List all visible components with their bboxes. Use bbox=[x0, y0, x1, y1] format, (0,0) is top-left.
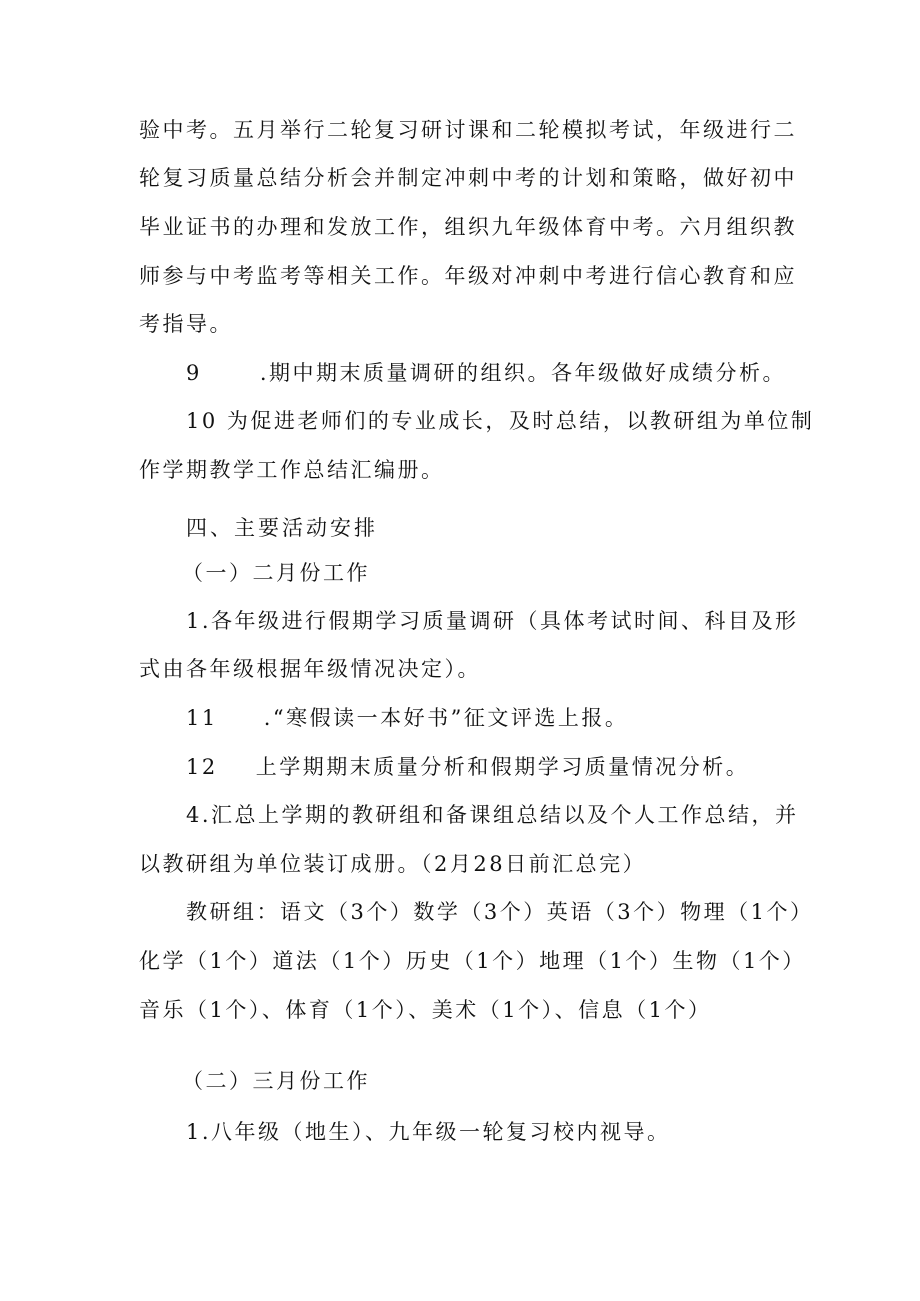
item-number: 12 bbox=[186, 755, 218, 779]
item-text: 上学期期末质量分析和假期学习质量情况分析。 bbox=[255, 755, 750, 779]
paragraph-line: 考指导。 bbox=[139, 312, 233, 336]
subsection-heading: （二）三月份工作 bbox=[182, 1069, 370, 1093]
list-item-1: 1.各年级进行假期学习质量调研（具体考试时间、科目及形 bbox=[186, 609, 799, 633]
paragraph-line: 作学期教学工作总结汇编册。 bbox=[139, 458, 445, 482]
paragraph-line: 毕业证书的办理和发放工作，组织九年级体育中考。六月组织教 bbox=[139, 215, 797, 239]
groups-line: 教研组：语文（3个）数学（3个）英语（3个）物理（1个） bbox=[186, 900, 814, 924]
list-item-10: 10 为促进老师们的专业成长，及时总结，以教研组为单位制 bbox=[186, 409, 815, 433]
item-text: .期中期末质量调研的组织。各年级做好成绩分析。 bbox=[259, 361, 787, 385]
item-number: 9 bbox=[186, 361, 202, 385]
item-number: 11 bbox=[186, 706, 218, 730]
list-item-11 bbox=[186, 703, 628, 733]
list-item-12 bbox=[186, 752, 749, 782]
subsection-heading: （一）二月份工作 bbox=[182, 561, 370, 585]
paragraph-line: 以教研组为单位装订成册。（2月28日前汇总完） bbox=[139, 852, 647, 876]
paragraph-line: 式由各年级根据年级情况决定）。 bbox=[139, 657, 481, 681]
section-heading: 四、主要活动安排 bbox=[186, 516, 378, 540]
paragraph-line: 师参与中考监考等相关工作。年级对冲刺中考进行信心教育和应 bbox=[139, 264, 797, 288]
list-item-4: 4.汇总上学期的教研组和备课组总结以及个人工作总结，并 bbox=[186, 803, 799, 827]
groups-line: 化学（1个）道法（1个）历史（1个）地理（1个）生物（1个） bbox=[139, 949, 806, 973]
paragraph-line: 轮复习质量总结分析会并制定冲刺中考的计划和策略，做好初中 bbox=[139, 166, 797, 190]
item-text: .“寒假读一本好书”征文评选上报。 bbox=[263, 706, 629, 730]
groups-line: 音乐（1个）、体育（1个）、美术（1个）、信息（1个） bbox=[139, 998, 712, 1022]
paragraph-line: 验中考。五月举行二轮复习研讨课和二轮模拟考试，年级进行二 bbox=[139, 118, 797, 142]
list-item-9 bbox=[186, 358, 786, 388]
list-item-1: 1.八年级（地生）、九年级一轮复习校内视导。 bbox=[186, 1120, 671, 1144]
